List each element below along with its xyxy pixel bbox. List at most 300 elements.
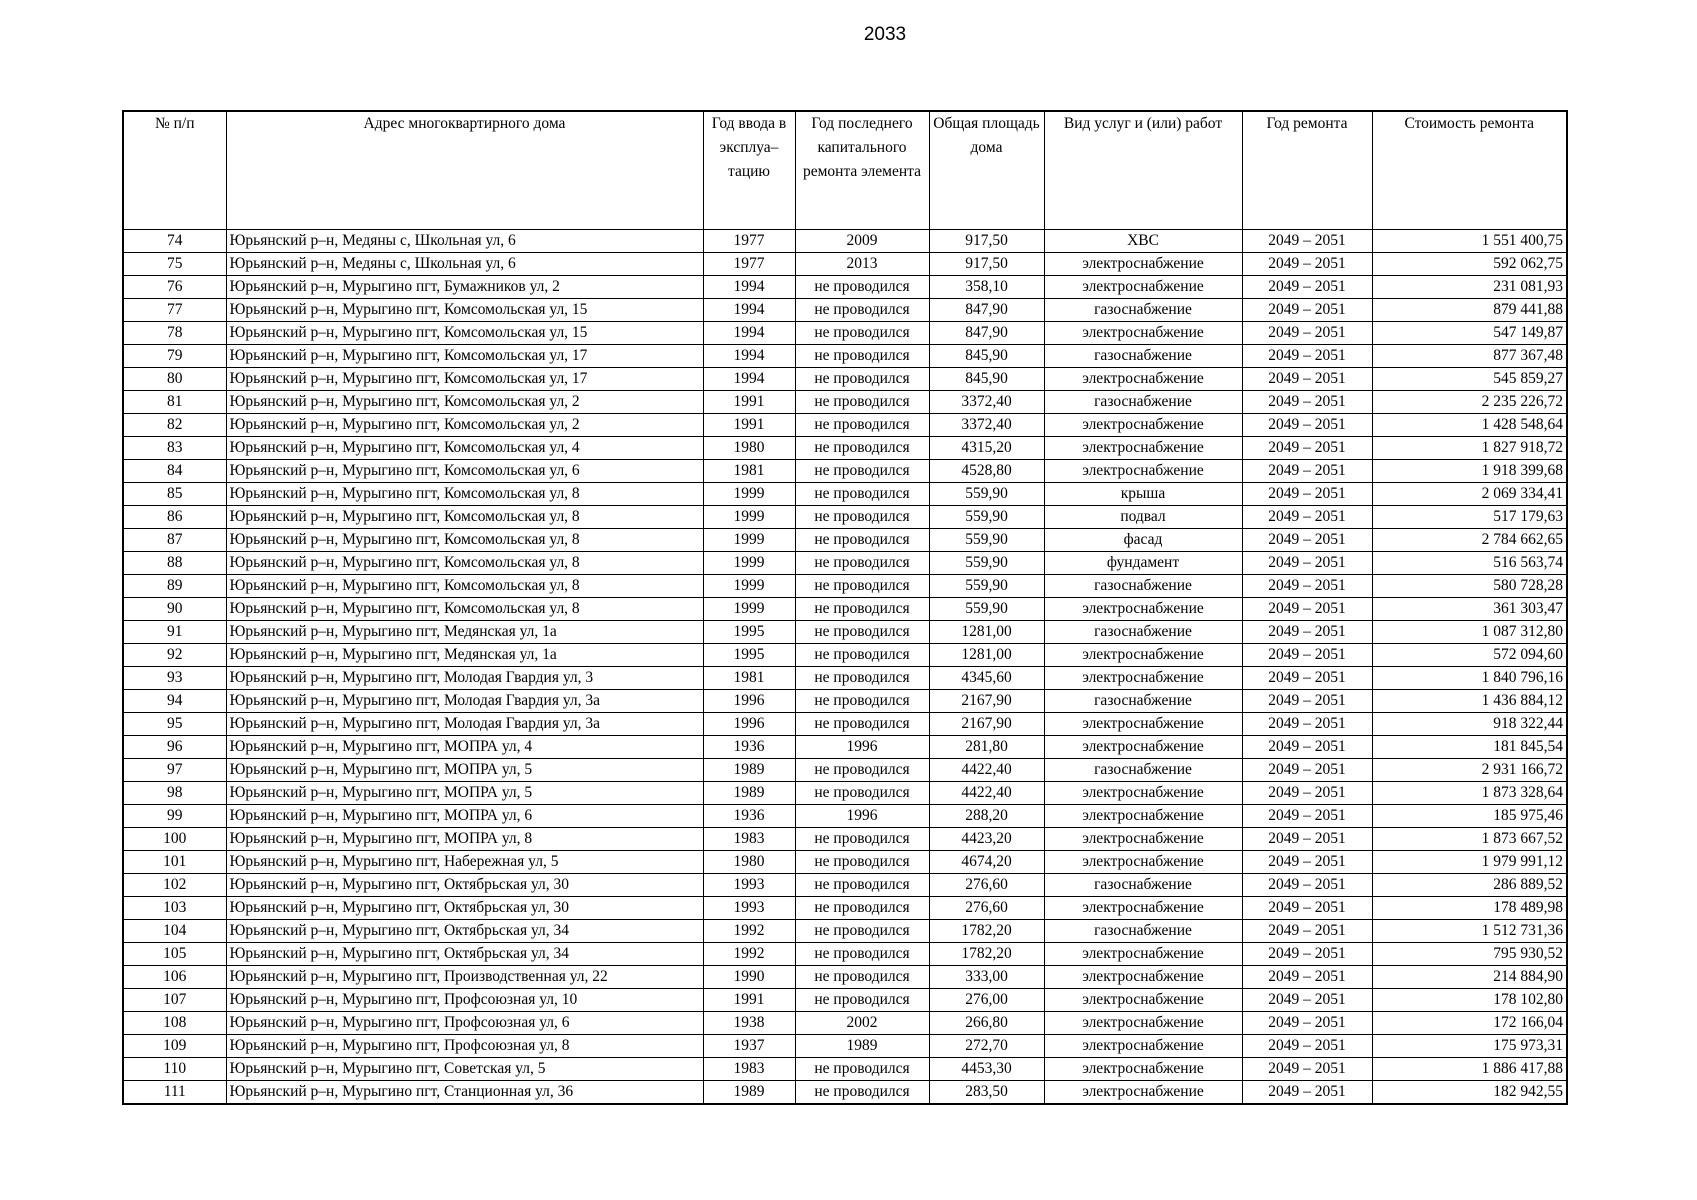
cell-repair-year: 2049 – 2051 [1242, 483, 1372, 506]
header-cost: Стоимость ремонта [1372, 111, 1567, 230]
cell-cost: 2 235 226,72 [1372, 391, 1567, 414]
cell-repair-year: 2049 – 2051 [1242, 966, 1372, 989]
cell-cost: 1 436 884,12 [1372, 690, 1567, 713]
table-row [123, 276, 1567, 299]
cell-year-built: 1992 [703, 920, 795, 943]
cell-year-built: 1996 [703, 690, 795, 713]
cell-year-built: 1995 [703, 621, 795, 644]
cell-cost: 795 930,52 [1372, 943, 1567, 966]
cell-address: Юрьянский р–н, Мурыгино пгт, Бумажников ул, 2 [226, 276, 703, 299]
cell-service: электроснабжение [1044, 322, 1242, 345]
cell-year-built: 1994 [703, 368, 795, 391]
cell-year-built: 1999 [703, 483, 795, 506]
cell-service: газоснабжение [1044, 874, 1242, 897]
cell-year-built: 1989 [703, 1081, 795, 1105]
table-row [123, 437, 1567, 460]
cell-area: 2167,90 [929, 690, 1044, 713]
cell-year-built: 1991 [703, 391, 795, 414]
cell-repair-year: 2049 – 2051 [1242, 828, 1372, 851]
cell-repair-year: 2049 – 2051 [1242, 713, 1372, 736]
cell-address: Юрьянский р–н, Мурыгино пгт, Комсомольская ул, 8 [226, 552, 703, 575]
cell-address: Юрьянский р–н, Мурыгино пгт, Комсомольская ул, 8 [226, 506, 703, 529]
cell-year-built: 1999 [703, 598, 795, 621]
table-row [123, 851, 1567, 874]
cell-cost: 592 062,75 [1372, 253, 1567, 276]
table-row [123, 897, 1567, 920]
cell-last-repair: не проводился [795, 437, 929, 460]
cell-cost: 361 303,47 [1372, 598, 1567, 621]
cell-area: 917,50 [929, 230, 1044, 253]
cell-cost: 185 975,46 [1372, 805, 1567, 828]
table-row [123, 782, 1567, 805]
cell-num: 109 [123, 1035, 226, 1058]
cell-last-repair: не проводился [795, 897, 929, 920]
cell-year-built: 1995 [703, 644, 795, 667]
cell-address: Юрьянский р–н, Мурыгино пгт, Комсомольская ул, 8 [226, 529, 703, 552]
cell-cost: 877 367,48 [1372, 345, 1567, 368]
cell-year-built: 1991 [703, 414, 795, 437]
cell-cost: 2 784 662,65 [1372, 529, 1567, 552]
cell-num: 94 [123, 690, 226, 713]
cell-area: 559,90 [929, 483, 1044, 506]
table-row [123, 529, 1567, 552]
cell-year-built: 1977 [703, 230, 795, 253]
table-row [123, 736, 1567, 759]
cell-service: ХВС [1044, 230, 1242, 253]
cell-address: Юрьянский р–н, Мурыгино пгт, Комсомольская ул, 4 [226, 437, 703, 460]
cell-last-repair: не проводился [795, 851, 929, 874]
cell-area: 281,80 [929, 736, 1044, 759]
header-area: Общая площадь дома [929, 111, 1044, 230]
cell-area: 845,90 [929, 368, 1044, 391]
cell-area: 3372,40 [929, 414, 1044, 437]
cell-year-built: 1977 [703, 253, 795, 276]
cell-num: 77 [123, 299, 226, 322]
cell-address: Юрьянский р–н, Мурыгино пгт, Октябрьская ул, 30 [226, 874, 703, 897]
cell-address: Юрьянский р–н, Мурыгино пгт, Молодая Гвардия ул, 3 [226, 667, 703, 690]
cell-num: 102 [123, 874, 226, 897]
cell-area: 559,90 [929, 598, 1044, 621]
cell-last-repair: 1989 [795, 1035, 929, 1058]
cell-repair-year: 2049 – 2051 [1242, 575, 1372, 598]
cell-address: Юрьянский р–н, Мурыгино пгт, Медянская ул, 1а [226, 644, 703, 667]
cell-address: Юрьянский р–н, Мурыгино пгт, МОПРА ул, 4 [226, 736, 703, 759]
cell-last-repair: не проводился [795, 644, 929, 667]
cell-area: 2167,90 [929, 713, 1044, 736]
cell-last-repair: не проводился [795, 575, 929, 598]
cell-year-built: 1994 [703, 345, 795, 368]
cell-address: Юрьянский р–н, Медяны с, Школьная ул, 6 [226, 253, 703, 276]
cell-service: газоснабжение [1044, 299, 1242, 322]
cell-last-repair: не проводился [795, 828, 929, 851]
cell-cost: 178 102,80 [1372, 989, 1567, 1012]
cell-num: 84 [123, 460, 226, 483]
cell-last-repair: не проводился [795, 966, 929, 989]
cell-cost: 178 489,98 [1372, 897, 1567, 920]
cell-num: 83 [123, 437, 226, 460]
cell-year-built: 1989 [703, 759, 795, 782]
cell-area: 3372,40 [929, 391, 1044, 414]
cell-area: 1782,20 [929, 920, 1044, 943]
cell-address: Юрьянский р–н, Мурыгино пгт, Набережная ул, 5 [226, 851, 703, 874]
header-num: № п/п [123, 111, 226, 230]
cell-year-built: 1989 [703, 782, 795, 805]
cell-cost: 172 166,04 [1372, 1012, 1567, 1035]
cell-cost: 547 149,87 [1372, 322, 1567, 345]
cell-area: 1281,00 [929, 644, 1044, 667]
cell-area: 283,50 [929, 1081, 1044, 1105]
cell-cost: 516 563,74 [1372, 552, 1567, 575]
table-row [123, 253, 1567, 276]
cell-repair-year: 2049 – 2051 [1242, 920, 1372, 943]
cell-num: 91 [123, 621, 226, 644]
cell-last-repair: 2013 [795, 253, 929, 276]
table-row [123, 414, 1567, 437]
repair-register-table [122, 110, 1568, 1105]
cell-cost: 175 973,31 [1372, 1035, 1567, 1058]
page-number: 2033 [863, 24, 907, 45]
cell-cost: 1 840 796,16 [1372, 667, 1567, 690]
cell-area: 4453,30 [929, 1058, 1044, 1081]
table-row [123, 805, 1567, 828]
header-last-repair: Год последнего капитального ремонта элемента [795, 111, 929, 230]
cell-num: 81 [123, 391, 226, 414]
cell-cost: 1 918 399,68 [1372, 460, 1567, 483]
cell-address: Юрьянский р–н, Мурыгино пгт, Молодая Гвардия ул, 3а [226, 690, 703, 713]
cell-repair-year: 2049 – 2051 [1242, 621, 1372, 644]
table-row [123, 690, 1567, 713]
cell-cost: 181 845,54 [1372, 736, 1567, 759]
cell-num: 101 [123, 851, 226, 874]
cell-year-built: 1937 [703, 1035, 795, 1058]
cell-year-built: 1999 [703, 506, 795, 529]
cell-num: 74 [123, 230, 226, 253]
cell-num: 82 [123, 414, 226, 437]
cell-year-built: 1981 [703, 667, 795, 690]
cell-repair-year: 2049 – 2051 [1242, 1081, 1372, 1105]
cell-repair-year: 2049 – 2051 [1242, 1012, 1372, 1035]
cell-address: Юрьянский р–н, Мурыгино пгт, МОПРА ул, 8 [226, 828, 703, 851]
cell-num: 93 [123, 667, 226, 690]
cell-cost: 2 069 334,41 [1372, 483, 1567, 506]
cell-address: Юрьянский р–н, Мурыгино пгт, Профсоюзная ул, 8 [226, 1035, 703, 1058]
cell-num: 88 [123, 552, 226, 575]
cell-last-repair: 2002 [795, 1012, 929, 1035]
header-year-built: Год ввода в эксплуа–тацию [703, 111, 795, 230]
cell-last-repair: не проводился [795, 483, 929, 506]
cell-repair-year: 2049 – 2051 [1242, 943, 1372, 966]
cell-service: электроснабжение [1044, 460, 1242, 483]
cell-repair-year: 2049 – 2051 [1242, 667, 1372, 690]
table-row [123, 460, 1567, 483]
cell-repair-year: 2049 – 2051 [1242, 690, 1372, 713]
cell-last-repair: не проводился [795, 667, 929, 690]
cell-address: Юрьянский р–н, Мурыгино пгт, Октябрьская ул, 34 [226, 920, 703, 943]
table-body [123, 230, 1567, 1105]
table-row [123, 1081, 1567, 1105]
cell-service: электроснабжение [1044, 782, 1242, 805]
table-row [123, 713, 1567, 736]
cell-service: электроснабжение [1044, 851, 1242, 874]
cell-last-repair: 1996 [795, 736, 929, 759]
cell-year-built: 1999 [703, 529, 795, 552]
cell-repair-year: 2049 – 2051 [1242, 368, 1372, 391]
cell-address: Юрьянский р–н, Мурыгино пгт, МОПРА ул, 5 [226, 782, 703, 805]
cell-year-built: 1980 [703, 437, 795, 460]
cell-num: 90 [123, 598, 226, 621]
cell-last-repair: не проводился [795, 782, 929, 805]
cell-address: Юрьянский р–н, Мурыгино пгт, Станционная ул, 36 [226, 1081, 703, 1105]
cell-num: 96 [123, 736, 226, 759]
cell-service: подвал [1044, 506, 1242, 529]
header-service: Вид услуг и (или) работ [1044, 111, 1242, 230]
cell-last-repair: 2009 [795, 230, 929, 253]
cell-repair-year: 2049 – 2051 [1242, 897, 1372, 920]
cell-year-built: 1980 [703, 851, 795, 874]
cell-cost: 517 179,63 [1372, 506, 1567, 529]
table-row [123, 828, 1567, 851]
cell-repair-year: 2049 – 2051 [1242, 391, 1372, 414]
cell-last-repair: не проводился [795, 713, 929, 736]
cell-num: 106 [123, 966, 226, 989]
cell-repair-year: 2049 – 2051 [1242, 851, 1372, 874]
cell-repair-year: 2049 – 2051 [1242, 1035, 1372, 1058]
table-row [123, 759, 1567, 782]
cell-repair-year: 2049 – 2051 [1242, 805, 1372, 828]
cell-cost: 580 728,28 [1372, 575, 1567, 598]
cell-service: газоснабжение [1044, 621, 1242, 644]
cell-num: 111 [123, 1081, 226, 1105]
cell-last-repair: не проводился [795, 1058, 929, 1081]
cell-service: электроснабжение [1044, 943, 1242, 966]
cell-service: фасад [1044, 529, 1242, 552]
table-row [123, 506, 1567, 529]
table-row [123, 483, 1567, 506]
cell-last-repair: 1996 [795, 805, 929, 828]
cell-last-repair: не проводился [795, 322, 929, 345]
cell-repair-year: 2049 – 2051 [1242, 782, 1372, 805]
cell-last-repair: не проводился [795, 506, 929, 529]
cell-year-built: 1936 [703, 805, 795, 828]
cell-area: 333,00 [929, 966, 1044, 989]
cell-service: электроснабжение [1044, 414, 1242, 437]
cell-last-repair: не проводился [795, 598, 929, 621]
cell-cost: 1 551 400,75 [1372, 230, 1567, 253]
cell-area: 847,90 [929, 299, 1044, 322]
cell-area: 559,90 [929, 506, 1044, 529]
cell-last-repair: не проводился [795, 920, 929, 943]
cell-service: электроснабжение [1044, 437, 1242, 460]
cell-repair-year: 2049 – 2051 [1242, 460, 1372, 483]
table-row [123, 989, 1567, 1012]
cell-service: электроснабжение [1044, 828, 1242, 851]
cell-address: Юрьянский р–н, Мурыгино пгт, Советская ул, 5 [226, 1058, 703, 1081]
cell-num: 99 [123, 805, 226, 828]
cell-year-built: 1990 [703, 966, 795, 989]
table-row [123, 552, 1567, 575]
table-row [123, 1012, 1567, 1035]
cell-repair-year: 2049 – 2051 [1242, 506, 1372, 529]
cell-last-repair: не проводился [795, 414, 929, 437]
cell-year-built: 1996 [703, 713, 795, 736]
cell-repair-year: 2049 – 2051 [1242, 322, 1372, 345]
cell-last-repair: не проводился [795, 552, 929, 575]
cell-address: Юрьянский р–н, Мурыгино пгт, Октябрьская ул, 34 [226, 943, 703, 966]
cell-address: Юрьянский р–н, Мурыгино пгт, Октябрьская ул, 30 [226, 897, 703, 920]
cell-service: электроснабжение [1044, 966, 1242, 989]
cell-service: газоснабжение [1044, 759, 1242, 782]
cell-address: Юрьянский р–н, Мурыгино пгт, Профсоюзная ул, 6 [226, 1012, 703, 1035]
cell-address: Юрьянский р–н, Мурыгино пгт, Комсомольская ул, 2 [226, 414, 703, 437]
cell-num: 107 [123, 989, 226, 1012]
cell-cost: 918 322,44 [1372, 713, 1567, 736]
cell-area: 272,70 [929, 1035, 1044, 1058]
cell-cost: 1 873 328,64 [1372, 782, 1567, 805]
cell-repair-year: 2049 – 2051 [1242, 253, 1372, 276]
cell-num: 92 [123, 644, 226, 667]
cell-num: 105 [123, 943, 226, 966]
cell-area: 288,20 [929, 805, 1044, 828]
cell-repair-year: 2049 – 2051 [1242, 1058, 1372, 1081]
cell-last-repair: не проводился [795, 943, 929, 966]
cell-year-built: 1992 [703, 943, 795, 966]
cell-area: 4422,40 [929, 782, 1044, 805]
cell-service: электроснабжение [1044, 989, 1242, 1012]
cell-address: Юрьянский р–н, Мурыгино пгт, Комсомольская ул, 6 [226, 460, 703, 483]
cell-address: Юрьянский р–н, Мурыгино пгт, Комсомольская ул, 8 [226, 575, 703, 598]
cell-service: электроснабжение [1044, 736, 1242, 759]
cell-address: Юрьянский р–н, Мурыгино пгт, Комсомольская ул, 17 [226, 368, 703, 391]
cell-address: Юрьянский р–н, Медяны с, Школьная ул, 6 [226, 230, 703, 253]
cell-address: Юрьянский р–н, Мурыгино пгт, Производственная ул, 22 [226, 966, 703, 989]
cell-area: 266,80 [929, 1012, 1044, 1035]
cell-service: электроснабжение [1044, 1012, 1242, 1035]
cell-repair-year: 2049 – 2051 [1242, 759, 1372, 782]
cell-address: Юрьянский р–н, Мурыгино пгт, МОПРА ул, 6 [226, 805, 703, 828]
cell-cost: 545 859,27 [1372, 368, 1567, 391]
cell-last-repair: не проводился [795, 276, 929, 299]
cell-service: газоснабжение [1044, 690, 1242, 713]
cell-area: 1782,20 [929, 943, 1044, 966]
cell-cost: 1 512 731,36 [1372, 920, 1567, 943]
cell-service: электроснабжение [1044, 598, 1242, 621]
cell-area: 4422,40 [929, 759, 1044, 782]
cell-cost: 572 094,60 [1372, 644, 1567, 667]
cell-cost: 286 889,52 [1372, 874, 1567, 897]
cell-address: Юрьянский р–н, Мурыгино пгт, Комсомольская ул, 15 [226, 322, 703, 345]
table-row [123, 391, 1567, 414]
cell-last-repair: не проводился [795, 690, 929, 713]
cell-last-repair: не проводился [795, 368, 929, 391]
cell-num: 97 [123, 759, 226, 782]
table-header-row [123, 111, 1567, 230]
cell-last-repair: не проводился [795, 874, 929, 897]
cell-last-repair: не проводился [795, 759, 929, 782]
cell-address: Юрьянский р–н, Мурыгино пгт, Молодая Гвардия ул, 3а [226, 713, 703, 736]
cell-service: газоснабжение [1044, 575, 1242, 598]
cell-last-repair: не проводился [795, 299, 929, 322]
header-repair-year: Год ремонта [1242, 111, 1372, 230]
table-row [123, 322, 1567, 345]
cell-num: 110 [123, 1058, 226, 1081]
cell-num: 79 [123, 345, 226, 368]
cell-service: электроснабжение [1044, 644, 1242, 667]
cell-num: 98 [123, 782, 226, 805]
cell-service: электроснабжение [1044, 713, 1242, 736]
table-row [123, 621, 1567, 644]
cell-last-repair: не проводился [795, 529, 929, 552]
cell-cost: 1 428 548,64 [1372, 414, 1567, 437]
cell-num: 87 [123, 529, 226, 552]
cell-repair-year: 2049 – 2051 [1242, 529, 1372, 552]
cell-year-built: 1983 [703, 828, 795, 851]
cell-cost: 231 081,93 [1372, 276, 1567, 299]
cell-repair-year: 2049 – 2051 [1242, 989, 1372, 1012]
cell-service: газоснабжение [1044, 391, 1242, 414]
cell-year-built: 1994 [703, 322, 795, 345]
cell-year-built: 1999 [703, 552, 795, 575]
table-row [123, 299, 1567, 322]
cell-year-built: 1994 [703, 299, 795, 322]
cell-repair-year: 2049 – 2051 [1242, 230, 1372, 253]
cell-year-built: 1994 [703, 276, 795, 299]
cell-year-built: 1993 [703, 897, 795, 920]
cell-last-repair: не проводился [795, 989, 929, 1012]
cell-address: Юрьянский р–н, Мурыгино пгт, МОПРА ул, 5 [226, 759, 703, 782]
cell-area: 276,60 [929, 874, 1044, 897]
table-row [123, 667, 1567, 690]
cell-area: 358,10 [929, 276, 1044, 299]
table-row [123, 230, 1567, 253]
table-row [123, 920, 1567, 943]
cell-service: электроснабжение [1044, 897, 1242, 920]
table-row [123, 368, 1567, 391]
cell-repair-year: 2049 – 2051 [1242, 874, 1372, 897]
cell-num: 78 [123, 322, 226, 345]
cell-area: 4345,60 [929, 667, 1044, 690]
cell-service: электроснабжение [1044, 1058, 1242, 1081]
cell-last-repair: не проводился [795, 391, 929, 414]
cell-repair-year: 2049 – 2051 [1242, 437, 1372, 460]
cell-address: Юрьянский р–н, Мурыгино пгт, Медянская ул, 1а [226, 621, 703, 644]
cell-service: электроснабжение [1044, 1035, 1242, 1058]
cell-year-built: 1938 [703, 1012, 795, 1035]
cell-area: 847,90 [929, 322, 1044, 345]
cell-num: 100 [123, 828, 226, 851]
cell-address: Юрьянский р–н, Мурыгино пгт, Комсомольская ул, 15 [226, 299, 703, 322]
cell-area: 917,50 [929, 253, 1044, 276]
cell-address: Юрьянский р–н, Мурыгино пгт, Профсоюзная ул, 10 [226, 989, 703, 1012]
cell-service: электроснабжение [1044, 368, 1242, 391]
cell-address: Юрьянский р–н, Мурыгино пгт, Комсомольская ул, 2 [226, 391, 703, 414]
cell-area: 559,90 [929, 575, 1044, 598]
cell-repair-year: 2049 – 2051 [1242, 345, 1372, 368]
cell-num: 75 [123, 253, 226, 276]
table-row [123, 1058, 1567, 1081]
cell-area: 276,00 [929, 989, 1044, 1012]
cell-year-built: 1936 [703, 736, 795, 759]
cell-area: 4315,20 [929, 437, 1044, 460]
cell-address: Юрьянский р–н, Мурыгино пгт, Комсомольская ул, 17 [226, 345, 703, 368]
cell-year-built: 1983 [703, 1058, 795, 1081]
cell-area: 559,90 [929, 552, 1044, 575]
cell-last-repair: не проводился [795, 1081, 929, 1105]
cell-service: электроснабжение [1044, 276, 1242, 299]
cell-cost: 1 873 667,52 [1372, 828, 1567, 851]
table-row [123, 345, 1567, 368]
cell-repair-year: 2049 – 2051 [1242, 644, 1372, 667]
cell-num: 80 [123, 368, 226, 391]
